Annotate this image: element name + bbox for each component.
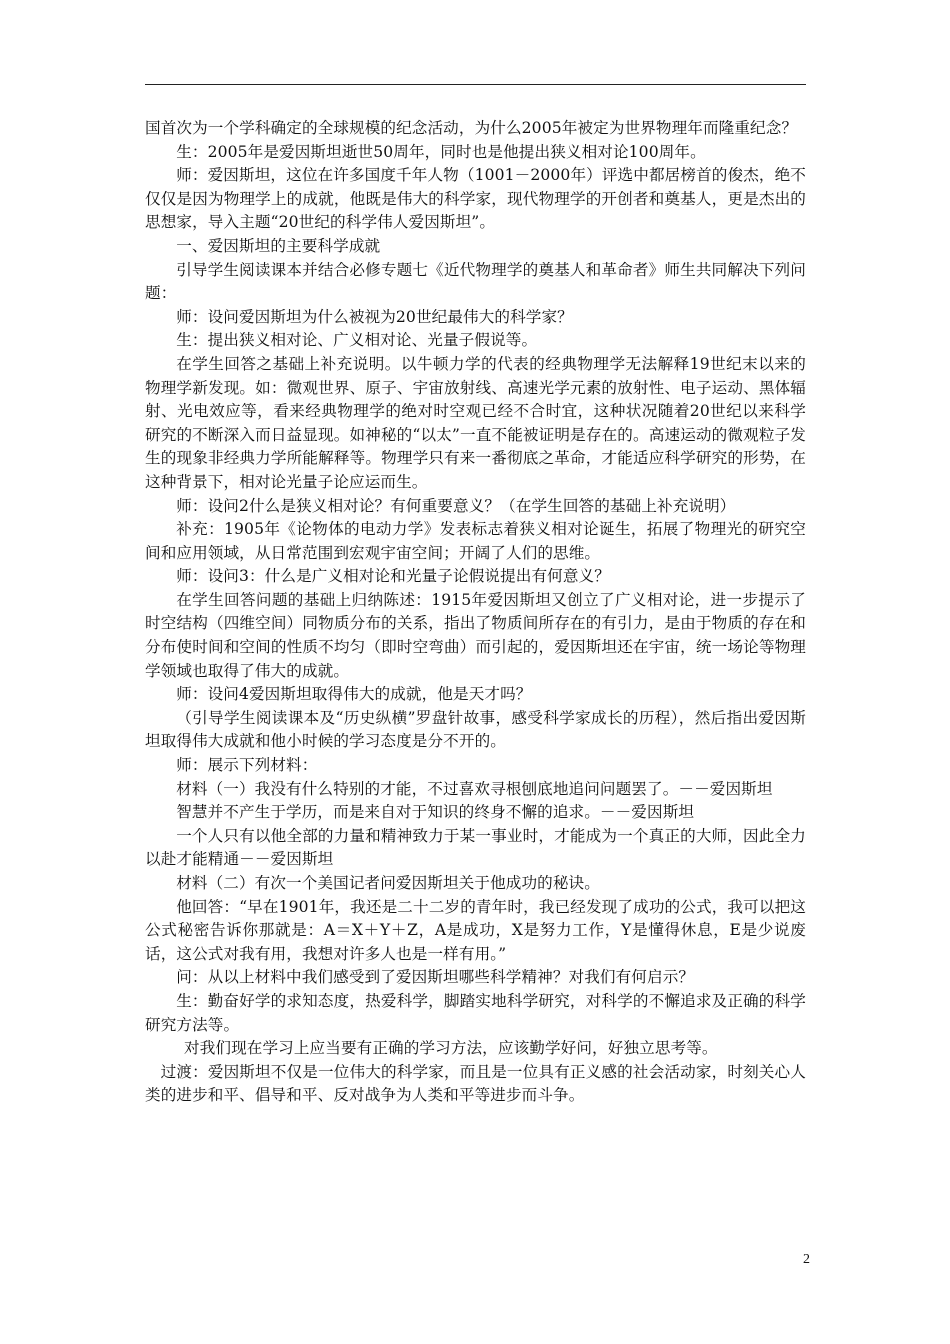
paragraph: 生：2005年是爱因斯坦逝世50周年，同时也是他提出狭义相对论100周年。 (176, 142, 706, 161)
paragraph: 师：展示下列材料： (176, 756, 318, 775)
paragraph: 在学生回答之基础上补充说明。以牛顿力学的代表的经典物理学无法解释19世纪末以来的物理学新发现。如：微观世界、原子、宇宙放射线、高速光学元素的放射性、电子运动、黑体辐射、光电效应等，看来经典物理学的绝对时空观已经不合时宜，这种状况随着20世纪以来科学研究的不断深入而日益显现。如神秘的“以太”一直不能被证明是存在的。高速运动的微观粒子发生的现象非经典力学所能解释等。物理学只有来一番彻底之革命，才能适应科学研究的形势，在这种背景下，相对论光量子论应运而生。 (145, 354, 806, 491)
header-rule (145, 84, 806, 85)
quote-paragraph: 智慧并不产生于学历，而是来自对于知识的终身不懈的追求。－－爱因斯坦 (176, 803, 695, 822)
document-body (145, 117, 806, 1108)
paragraph: 师：设问3：什么是广义相对论和光量子论假说提出有何意义？ (176, 567, 610, 586)
paragraph: 他回答：“早在1901年，我还是二十二岁的青年时，我已经发现了成功的公式，我可以把这公式秘密告诉你那就是：A＝X＋Y＋Z，A是成功，X是努力工作，Y是懂得休息，E是少说废话，这公式对我有用，我想对许多人也是一样有用。” (145, 897, 806, 963)
paragraph: （引导学生阅读课本及“历史纵横”罗盘针故事，感受科学家成长的历程），然后指出爱因斯坦取得伟大成就和他小时候的学习态度是分不开的。 (145, 708, 806, 751)
paragraph: 国首次为一个学科确定的全球规模的纪念活动，为什么2005年被定为世界物理年而隆重纪念？ (145, 119, 798, 137)
paragraph: 在学生回答问题的基础上归纳陈述：1915年爱因斯坦又创立了广义相对论，进一步提示了时空结构（四维空间）同物质分布的关系，指出了物质间所存在的有引力，是由于物质的存在和分布使时间和空间的性质不均匀（即时空弯曲）而引起的，爱因斯坦还在宇宙，统一场论等物理学领域也取得了伟大的成就。 (145, 590, 806, 680)
section-heading: 一、爱因斯坦的主要科学成就 (176, 236, 381, 255)
quote-paragraph: 材料（一）我没有什么特别的才能，不过喜欢寻根刨底地追问问题罢了。－－爱因斯坦 (176, 779, 773, 798)
paragraph: 师：设问4爱因斯坦取得伟大的成就，他是天才吗？ (176, 685, 532, 704)
paragraph: 引导学生阅读课本并结合必修专题七《近代物理学的奠基人和革命者》师生共同解决下列问题： (145, 260, 806, 303)
paragraph: 师：设问2什么是狭义相对论？有何重要意义？（在学生回答的基础上补充说明） (176, 496, 736, 515)
paragraph: 生：提出狭义相对论、广义相对论、光量子假说等。 (176, 331, 538, 350)
paragraph: 对我们现在学习上应当要有正确的学习方法，应该勤学好问，好独立思考等。 (184, 1039, 718, 1058)
quote-paragraph: 一个人只有以他全部的力量和精神致力于某一事业时，才能成为一个真正的大师，因此全力以赴才能精通－－爱因斯坦 (145, 826, 806, 869)
paragraph: 师：设问爱因斯坦为什么被视为20世纪最伟大的科学家？ (176, 307, 573, 326)
paragraph: 生：勤奋好学的求知态度，热爱科学，脚踏实地科学研究，对科学的不懈追求及正确的科学研究方法等。 (145, 991, 806, 1034)
paragraph: 问：从以上材料中我们感受到了爱因斯坦哪些科学精神？对我们有何启示？ (176, 968, 695, 987)
paragraph: 补充：1905年《论物体的电动力学》发表标志着狭义相对论诞生，拓展了物理光的研究空间和应用领域，从日常范围到宏观宇宙空间；开阔了人们的思维。 (145, 520, 806, 562)
paragraph: 过渡：爱因斯坦不仅是一位伟大的科学家，而且是一位具有正义感的社会活动家，时刻关心人类的进步和平、倡导和平、反对战争为人类和平等进步而斗争。 (145, 1062, 806, 1105)
paragraph: 材料（二）有次一个美国记者问爱因斯坦关于他成功的秘诀。 (176, 874, 600, 892)
paragraph: 师：爱因斯坦，这位在许多国度千年人物（1001－2000年）评选中都居榜首的俊杰，绝不仅仅是因为物理学上的成就，他既是伟大的科学家，现代物理学的开创者和奠基人，更是杰出的思想家，导入主题“20世纪的科学伟人爱因斯坦”。 (145, 166, 806, 232)
page-number: 2 (803, 1252, 810, 1267)
